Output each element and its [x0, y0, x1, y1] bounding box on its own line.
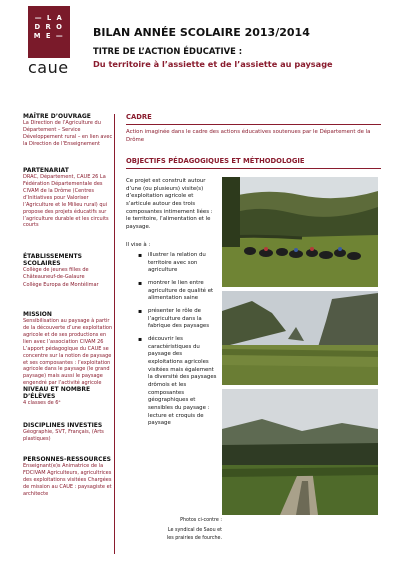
sidebar-maitre-ouvrage [23, 113, 113, 148]
photo-credit-text: les prairies de fourche. [166, 536, 222, 541]
sidebar-niveau [23, 386, 113, 407]
objectifs-vise: Il vise à : [126, 242, 151, 248]
sidebar-heading: PERSONNES-RESSOURCES [23, 456, 111, 463]
sidebar-heading: PARTENARIAT [23, 167, 69, 174]
cadre-heading: CADRE [126, 113, 152, 121]
cadre-text: Action imaginée dans le cadre des actions éducatives soutenues par le Département de la Drôme [126, 129, 371, 143]
list-item: ▪ découvrir les caractéristiques du paysage des exploitations agricoles visitées mais également la diversité des paysages drômois et les composantes géographiques et sensibles du paysage : lecture et croquis de paysage [126, 336, 218, 428]
sidebar-mission [23, 311, 113, 387]
sidebar-etablissements [23, 253, 113, 289]
photo-credit-label: Photos ci-contre : [180, 518, 222, 523]
sidebar-disciplines [23, 422, 113, 443]
logo-word: caue [28, 58, 69, 77]
logo-line-2: D R O [34, 23, 64, 32]
sidebar-partenariat [23, 167, 113, 229]
logo-box [28, 6, 70, 58]
sidebar-heading: MISSION [23, 311, 52, 318]
caue-logo [28, 6, 76, 76]
objectifs-intro: Ce projet est construit autour d’une (ou plusieurs) visite(s) d’exploitation agricole et s’articule autour des trois composantes intimement liées : le territoire, l’alimentation et le paysage. [126, 178, 213, 231]
objectifs-heading: OBJECTIFS PÉDAGOGIQUES ET MÉTHODOLOGIE [126, 157, 305, 165]
photo-students-meadow [222, 177, 378, 287]
list-item: ▪ illustrer la relation du territoire avec son agriculture [126, 252, 218, 275]
sidebar-text: La Direction de l’Agriculture du Département – Service Développement rural – en lien avec la Direction de l’Enseignement [23, 120, 113, 147]
sidebar-text: DRAC, Département, CAUE 26 La Fédération Départementale des CIVAM de la Drôme (Centres d’Initiatives pour Valoriser l’Agriculture et le Milieu rural) qui propose des projets éducatifs sur l’agriculture durable et les circuits courts [23, 174, 109, 229]
photo-path-mountains [222, 389, 378, 515]
sidebar-heading: ÉTABLISSEMENTS SCOLAIRES [23, 253, 82, 268]
sidebar-text: Géographie, SVT, Français, (Arts plastiques) [23, 429, 104, 443]
column-divider [114, 114, 115, 554]
objectifs-list [126, 252, 218, 433]
sidebar-text: 4 classes de 6ᵉ [23, 400, 61, 407]
sidebar-heading: MAÎTRE D’OUVRAGE [23, 113, 91, 120]
sidebar-text: Sensibilisation au paysage à partir de la découverte d’une exploitation agricole et de ses productions en lien avec l’association CIVAM 26 L’apport pédagogique du CAUE se concentre sur la notion de paysage et ses composantes : l’exploitation agricole dans le paysage (le grand paysage) mais aussi le paysage engendré par l’activité agricole [23, 318, 113, 387]
photo-valley-cliffs [222, 291, 378, 385]
list-item: ▪ présenter le rôle de l’agriculture dans la fabrique des paysages [126, 308, 218, 331]
list-item: ▪ montrer le lien entre agriculture de qualité et alimentation saine [126, 280, 218, 303]
action-subtitle: Du territoire à l’assiette et de l’assiette au paysage [93, 59, 333, 69]
page-title: BILAN ANNÉE SCOLAIRE 2013/2014 [93, 26, 310, 39]
logo-line-1: — L A [34, 14, 64, 22]
logo-line-3: M E — [33, 32, 65, 41]
cadre-rule [126, 124, 381, 125]
sidebar-text: Collège Europa de Montélimar [23, 282, 99, 289]
sidebar-personnes [23, 456, 113, 498]
sidebar-heading: NIVEAU ET NOMBRE D’ÉLÈVES [23, 386, 91, 401]
action-title-label: TITRE DE L’ACTION ÉDUCATIVE : [93, 46, 243, 56]
sidebar-text: Collège de jeunes filles de Châteauneuf-de-Galaure [23, 267, 89, 281]
sidebar-text: Enseignant(e)s Animatrice de la FDCIVAM Agriculteurs, agricultrices des exploitations visitées Chargées de mission au CAUE : paysagiste et architecte [23, 463, 112, 497]
photo-credit-text: Le syndical de Saou et [167, 528, 222, 533]
objectifs-rule [126, 168, 381, 169]
sidebar-heading: DISCIPLINES INVESTIES [23, 422, 103, 429]
